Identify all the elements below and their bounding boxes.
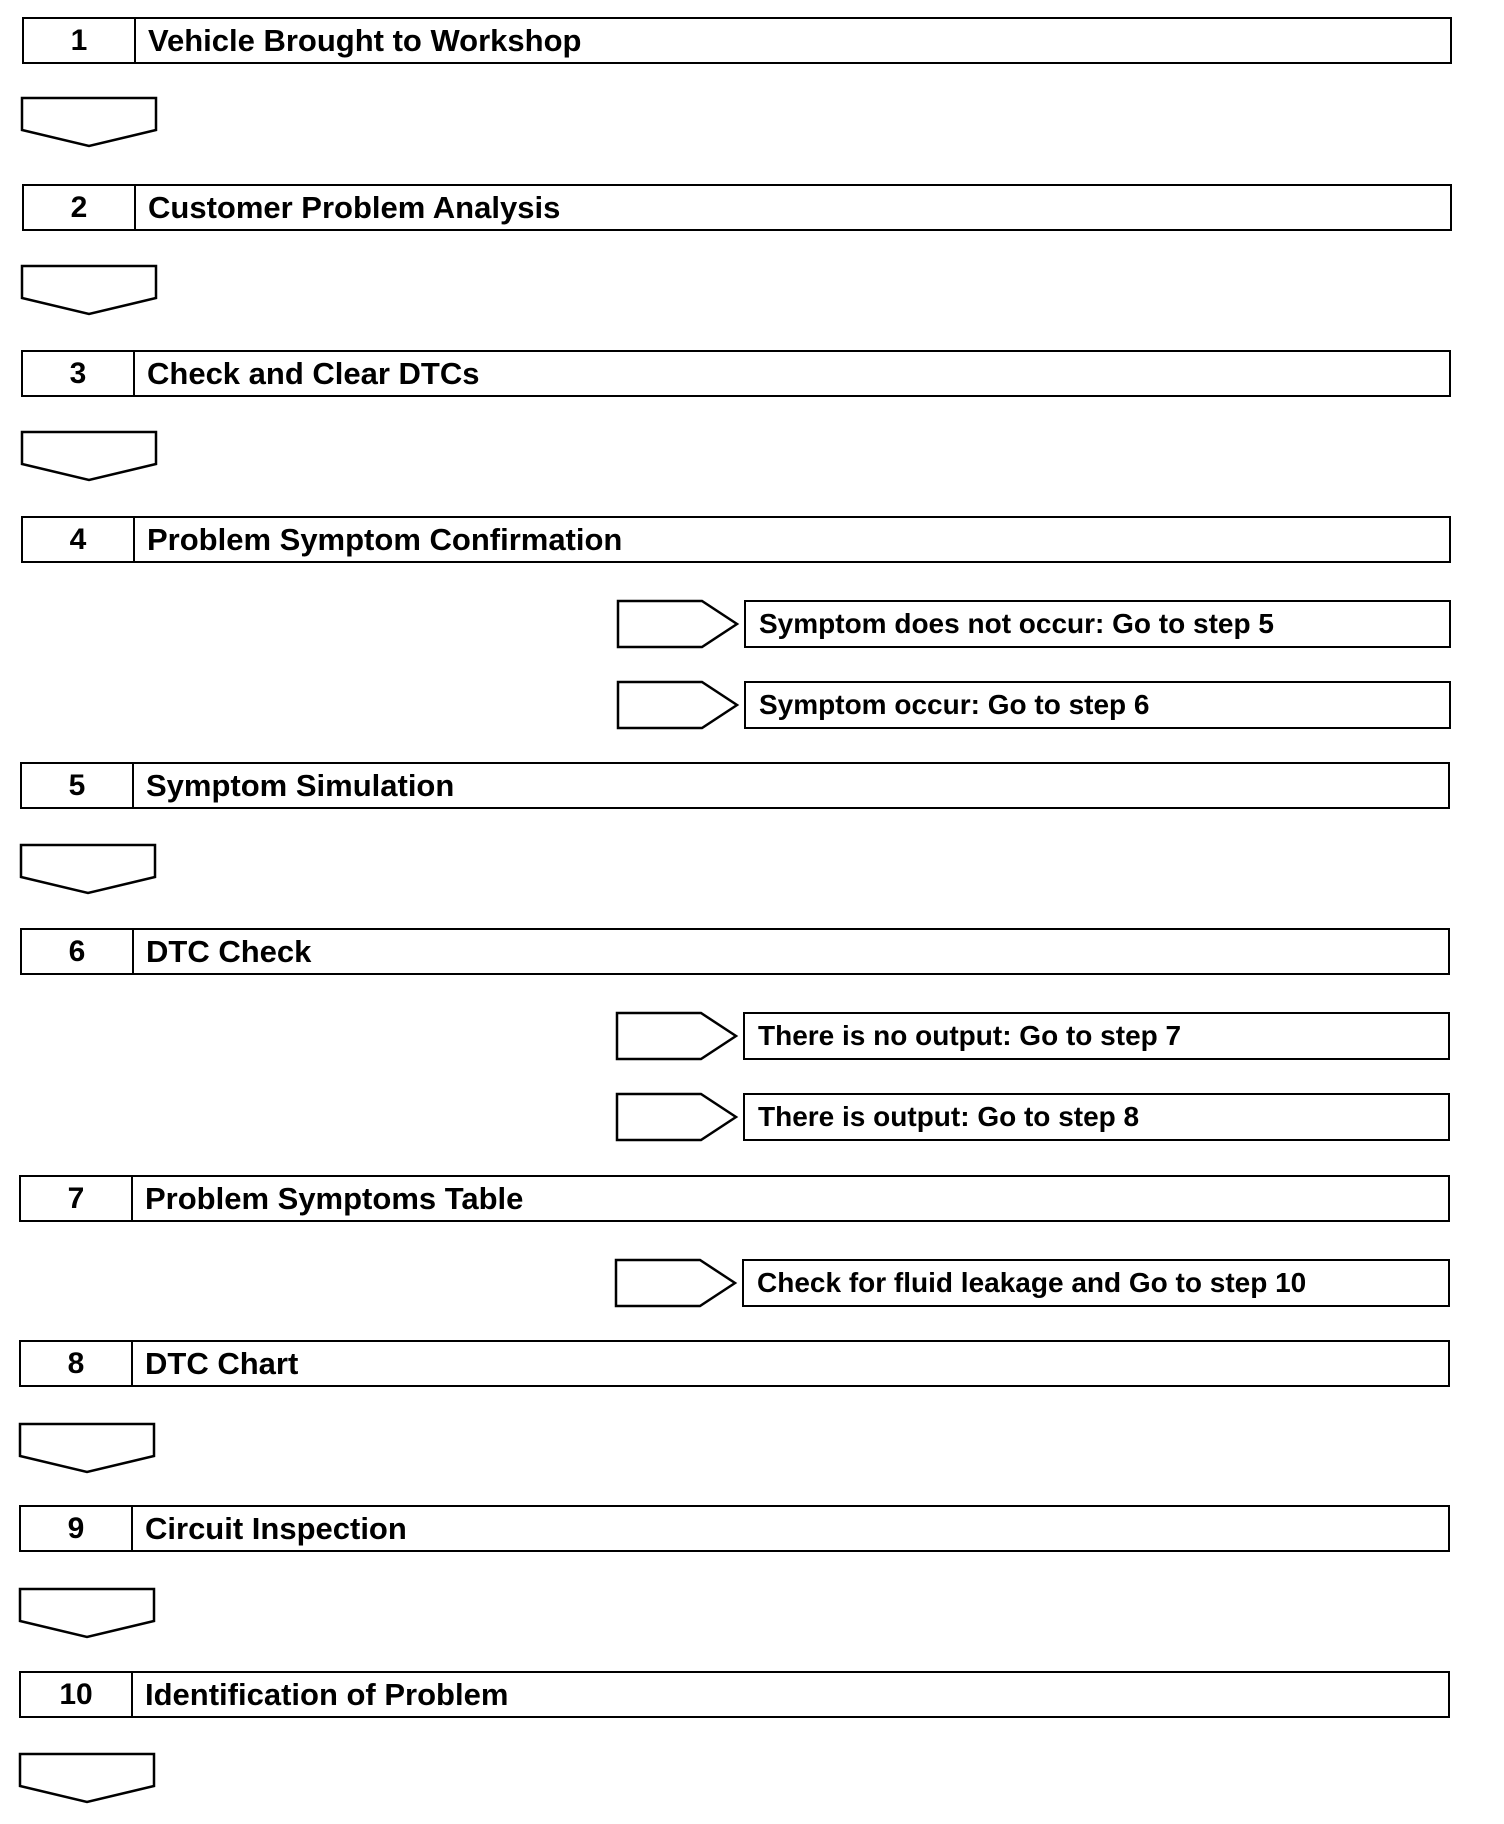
step-4-box <box>21 516 1451 563</box>
branch-symptom-occur: Symptom occur: Go to step 6 <box>744 681 1451 729</box>
down-arrow-icon <box>20 264 158 316</box>
step-9-title: Circuit Inspection <box>145 1510 407 1546</box>
step-10-number: 10 <box>21 1673 133 1716</box>
step-4-title: Problem Symptom Confirmation <box>147 521 623 557</box>
step-1-box <box>22 17 1452 64</box>
step-2-box <box>22 184 1452 231</box>
right-arrow-icon <box>615 1092 739 1142</box>
step-5-title: Symptom Simulation <box>146 767 455 803</box>
branch-symptom-not-occur: Symptom does not occur: Go to step 5 <box>744 600 1451 648</box>
step-6-number: 6 <box>22 930 134 973</box>
step-9-number: 9 <box>21 1507 133 1550</box>
step-4-number: 4 <box>23 518 135 561</box>
branch-fluid-leakage: Check for fluid leakage and Go to step 10 <box>742 1259 1450 1307</box>
step-1-number: 1 <box>24 19 136 62</box>
step-2-title: Customer Problem Analysis <box>148 189 561 225</box>
down-arrow-icon <box>20 96 158 148</box>
step-6-title: DTC Check <box>146 933 312 969</box>
step-5-box <box>20 762 1450 809</box>
step-7-number: 7 <box>21 1177 133 1220</box>
step-7-box <box>19 1175 1450 1222</box>
right-arrow-icon <box>614 1258 738 1308</box>
step-8-number: 8 <box>21 1342 133 1385</box>
down-arrow-icon <box>20 430 158 482</box>
step-2-number: 2 <box>24 186 136 229</box>
down-arrow-icon <box>18 1422 156 1474</box>
step-8-box <box>19 1340 1450 1387</box>
step-5-number: 5 <box>22 764 134 807</box>
right-arrow-icon <box>615 1011 739 1061</box>
step-3-number: 3 <box>23 352 135 395</box>
right-arrow-icon <box>616 599 740 649</box>
down-arrow-icon <box>18 1587 156 1639</box>
branch-no-output: There is no output: Go to step 7 <box>743 1012 1450 1060</box>
branch-output: There is output: Go to step 8 <box>743 1093 1450 1141</box>
step-3-title: Check and Clear DTCs <box>147 355 480 391</box>
step-3-box <box>21 350 1451 397</box>
step-10-box <box>19 1671 1450 1718</box>
step-6-box <box>20 928 1450 975</box>
step-7-title: Problem Symptoms Table <box>145 1180 524 1216</box>
step-9-box <box>19 1505 1450 1552</box>
down-arrow-icon <box>18 1752 156 1804</box>
down-arrow-icon <box>19 843 157 895</box>
step-8-title: DTC Chart <box>145 1345 299 1381</box>
step-10-title: Identification of Problem <box>145 1676 509 1712</box>
right-arrow-icon <box>616 680 740 730</box>
step-1-title: Vehicle Brought to Workshop <box>148 22 582 58</box>
